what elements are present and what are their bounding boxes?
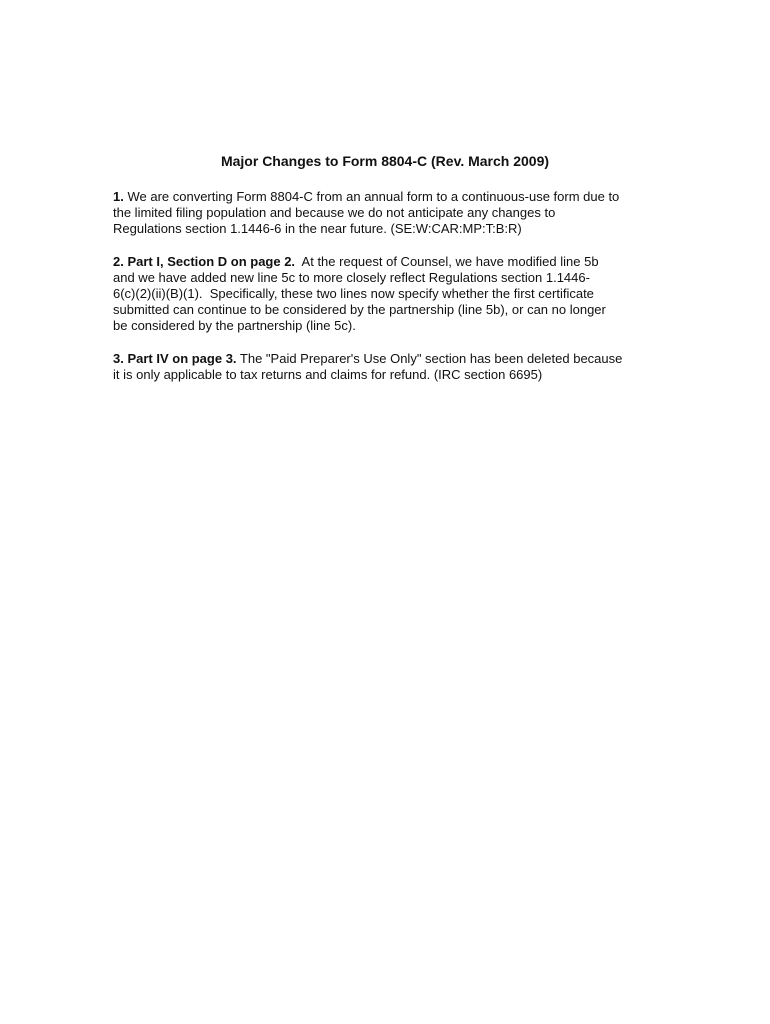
paragraph-line: it is only applicable to tax returns and claims for refund. (IRC section 6695) [113,367,543,382]
paragraph-text: We are converting Form 8804-C from an annual form to a continuous-use form due to [123,189,620,204]
change-item-3 [113,351,663,383]
paragraph-line: Regulations section 1.1446-6 in the near future. (SE:W:CAR:MP:T:B:R) [113,221,522,236]
item-heading: 1. [113,189,124,204]
paragraph-line [113,254,663,270]
document-title: Major Changes to Form 8804-C (Rev. March 2009) [220,153,550,169]
paragraph-line [113,189,663,205]
paragraph-line [113,351,663,367]
item-heading: 3. Part IV on page 3. [113,351,237,366]
change-item-2 [113,254,663,334]
item-heading: 2. Part I, Section D on page 2. [113,254,296,269]
paragraph-line: be considered by the partnership (line 5c). [113,318,356,333]
paragraph-line: 6(c)(2)(ii)(B)(1). Specifically, these two lines now specify whether the first certificate [113,286,594,301]
paragraph-line: and we have added new line 5c to more closely reflect Regulations section 1.1446- [113,270,590,285]
change-item-1 [113,189,663,237]
paragraph-text: The "Paid Preparer's Use Only" section has been deleted because [236,351,623,366]
paragraph-text: At the request of Counsel, we have modified line 5b [295,254,599,269]
paragraph-line: submitted can continue to be considered by the partnership (line 5b), or can no longer [113,302,606,317]
paragraph-line: the limited filing population and because we do not anticipate any changes to [113,205,556,220]
